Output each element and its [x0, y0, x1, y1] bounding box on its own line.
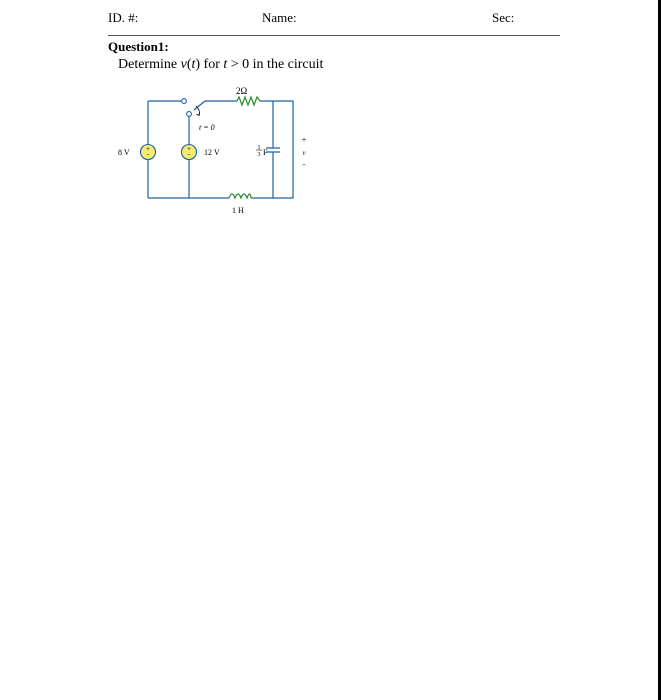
condition-t: t — [223, 57, 228, 72]
header-divider — [108, 35, 560, 36]
id-field-label: ID. #: — [108, 10, 139, 25]
source-mid-plus: + — [187, 145, 191, 153]
source-left-minus: − — [146, 151, 150, 159]
section-field-label: Sec: — [492, 10, 515, 25]
resistor-label: 2Ω — [236, 86, 248, 96]
switch-label: t = 0 — [199, 123, 215, 132]
name-field-label: Name: — [262, 10, 297, 25]
condition-rest: > 0 — [230, 57, 250, 72]
capacitor — [266, 148, 280, 152]
resistor — [237, 97, 261, 105]
function-v: v — [180, 57, 187, 72]
capacitor-fraction-num: 1 — [257, 145, 261, 151]
question-suffix: in the circuit — [252, 57, 324, 72]
source-mid-label: 12 V — [204, 148, 220, 157]
voltage-source-middle — [182, 145, 197, 160]
function-t: t — [191, 57, 196, 72]
circuit-diagram — [110, 86, 320, 226]
question-prefix: Determine — [118, 57, 178, 72]
voltage-source-left — [141, 145, 156, 160]
inductor-label: 1 H — [232, 206, 244, 215]
voltage-plus: + — [301, 135, 307, 144]
capacitor-label: F — [263, 148, 268, 157]
source-mid-minus: − — [187, 151, 191, 159]
switch — [182, 99, 205, 117]
voltage-v-label: v — [302, 149, 306, 157]
capacitor-fraction-den: 3 — [257, 152, 261, 158]
voltage-minus: − — [301, 160, 307, 169]
source-left-label: 8 V — [118, 148, 130, 157]
function-open-paren: ( — [186, 57, 192, 72]
question-text — [118, 57, 323, 73]
for-word: for — [203, 57, 220, 72]
source-left-plus: + — [146, 145, 150, 153]
function-close-paren: ) — [195, 57, 201, 72]
inductor — [229, 194, 251, 198]
question-title: Question1: — [108, 39, 169, 54]
